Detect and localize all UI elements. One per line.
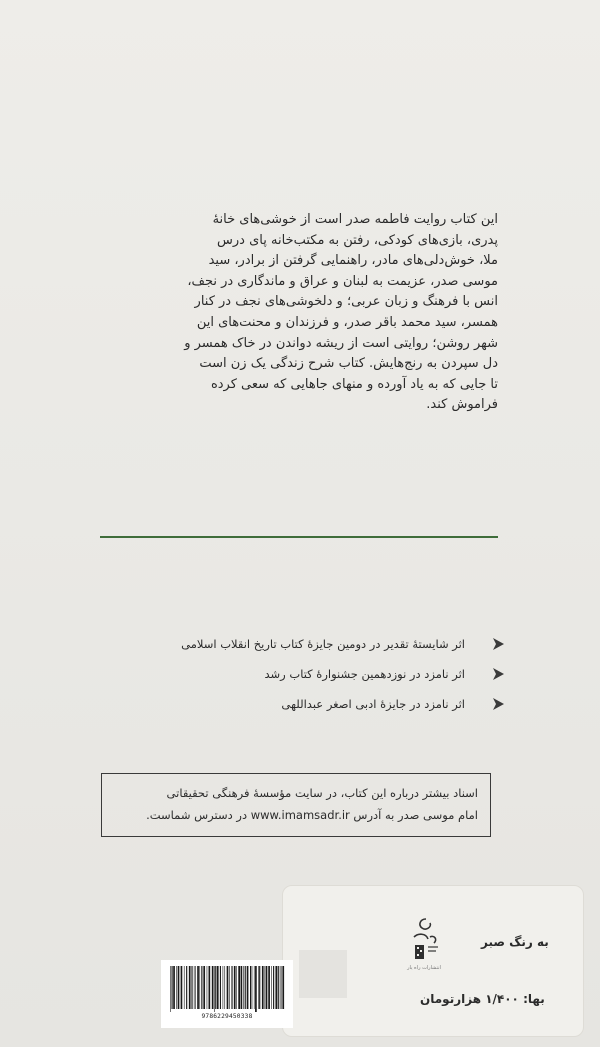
barcode-bar bbox=[231, 966, 232, 1009]
arrow-bullet-icon bbox=[491, 667, 505, 681]
barcode-bar bbox=[201, 966, 202, 1009]
sticker-shadow bbox=[299, 950, 347, 998]
barcode-bar bbox=[262, 966, 264, 1009]
barcode-bar bbox=[217, 966, 219, 1009]
award-item bbox=[100, 692, 465, 722]
barcode-bar bbox=[234, 966, 236, 1009]
barcode-bar bbox=[266, 966, 268, 1009]
isbn-barcode bbox=[161, 960, 293, 1028]
barcode-bar bbox=[236, 966, 237, 1009]
blurb-line: دل سپردن به رنج‌هایش. کتاب شرح زندگی یک زن است bbox=[199, 356, 498, 372]
barcode-number: 9786229450338 bbox=[201, 1013, 253, 1020]
blurb-line: شهر روشن؛ روایتی است از ریشه دواندن در خاک همسر و bbox=[184, 335, 498, 351]
barcode-bar bbox=[259, 966, 260, 1009]
barcode-bar bbox=[254, 966, 255, 1009]
barcode-bar bbox=[265, 966, 266, 1009]
publisher-logo-icon bbox=[404, 915, 444, 963]
barcode-bar bbox=[209, 966, 211, 1009]
barcode-bar bbox=[271, 966, 272, 1009]
barcode-bar bbox=[207, 966, 208, 1009]
arrow-bullet-icon bbox=[491, 697, 505, 711]
barcode-bar bbox=[255, 966, 257, 1012]
barcode-bar bbox=[250, 966, 251, 1009]
arrow-bullet-icon bbox=[491, 637, 505, 651]
blurb-line: فراموش کند. bbox=[426, 397, 498, 413]
blurb-line: موسی صدر، عزیمت به لبنان و عراق و ماندگاری در نجف، bbox=[187, 273, 498, 289]
divider-rule bbox=[100, 536, 498, 538]
barcode-bars bbox=[169, 966, 285, 1012]
barcode-bar bbox=[173, 966, 175, 1009]
barcode-bar bbox=[199, 966, 200, 1009]
website-info-box bbox=[101, 773, 491, 837]
barcode-bar bbox=[178, 966, 180, 1009]
barcode-bar bbox=[281, 966, 282, 1009]
series-title: به رنگ صبر bbox=[481, 935, 549, 949]
barcode-bar bbox=[223, 966, 224, 1009]
barcode-bar bbox=[227, 966, 229, 1009]
awards-list bbox=[100, 632, 465, 722]
blurb-line: این کتاب روایت فاطمه صدر است از خوشی‌های خانهٔ bbox=[212, 212, 498, 227]
barcode-bar bbox=[282, 966, 284, 1009]
barcode-bar bbox=[245, 966, 246, 1009]
barcode-bar bbox=[238, 966, 240, 1009]
price-label: بها: ۱/۴۰۰ هزارتومان bbox=[420, 992, 545, 1006]
award-text: اثر نامزد در نوزدهمین جشنوارهٔ کتاب رشد bbox=[264, 667, 465, 681]
blurb-line: همسر، سید محمد باقر صدر، و فرزندان و محنت‌های این bbox=[196, 314, 498, 330]
barcode-bar bbox=[229, 966, 230, 1009]
barcode-bar bbox=[181, 966, 183, 1009]
award-text: اثر نامزد در جایزهٔ ادبی اصغر عبداللهی bbox=[281, 697, 465, 711]
barcode-bar bbox=[258, 966, 259, 1009]
award-text: اثر شایستهٔ تقدیر در دومین جایزهٔ کتاب تاریخ انقلاب اسلامی bbox=[181, 637, 465, 651]
barcode-bar bbox=[275, 966, 277, 1009]
barcode-bar bbox=[170, 966, 171, 1012]
barcode-bar bbox=[197, 966, 199, 1009]
info-line: اسناد بیشتر درباره این کتاب، در سایت مؤسسهٔ فرهنگی تحقیقاتی bbox=[166, 786, 478, 800]
barcode-bar bbox=[220, 966, 221, 1009]
barcode-bar bbox=[172, 966, 173, 1009]
blurb-line: ملا، خوش‌دلی‌های مادر، راهنمایی گرفتن از برادر، سید bbox=[208, 253, 498, 269]
barcode-bar bbox=[195, 966, 196, 1009]
barcode-bar bbox=[278, 966, 279, 1009]
barcode-bar bbox=[186, 966, 187, 1009]
barcode-bar bbox=[243, 966, 244, 1009]
barcode-bar bbox=[184, 966, 185, 1009]
barcode-bar bbox=[189, 966, 191, 1009]
barcode-bar bbox=[214, 966, 215, 1012]
blurb-line: انس با فرهنگ و زبان عربی؛ و دلخوشی‌های نجف در کنار bbox=[194, 294, 498, 310]
barcode-bar bbox=[212, 966, 214, 1009]
barcode-bar bbox=[194, 966, 195, 1009]
publisher-name: انتشارات راه یار bbox=[407, 965, 441, 971]
blurb-line: تا جایی که به یاد آورده و منهای جاهایی که سعی کرده bbox=[210, 376, 498, 392]
barcode-bar bbox=[241, 966, 243, 1009]
barcode-bar bbox=[247, 966, 249, 1009]
barcode-bar bbox=[215, 966, 216, 1009]
award-item bbox=[100, 662, 465, 692]
barcode-bar bbox=[191, 966, 192, 1009]
book-blurb bbox=[98, 210, 498, 416]
barcode-bar bbox=[203, 966, 205, 1009]
barcode-bar bbox=[268, 966, 270, 1009]
info-line: امام موسی صدر به آدرس www.imamsadr.ir در دسترس شماست. bbox=[146, 808, 478, 822]
barcode-bar bbox=[176, 966, 177, 1009]
blurb-line: پدری، بازی‌های کودکی، رفتن به مکتب‌خانه پای درس bbox=[217, 232, 498, 248]
barcode-bar bbox=[273, 966, 274, 1009]
barcode-bar bbox=[252, 966, 253, 1009]
barcode-bar bbox=[224, 966, 225, 1009]
award-item bbox=[100, 632, 465, 662]
barcode-bar bbox=[280, 966, 281, 1009]
